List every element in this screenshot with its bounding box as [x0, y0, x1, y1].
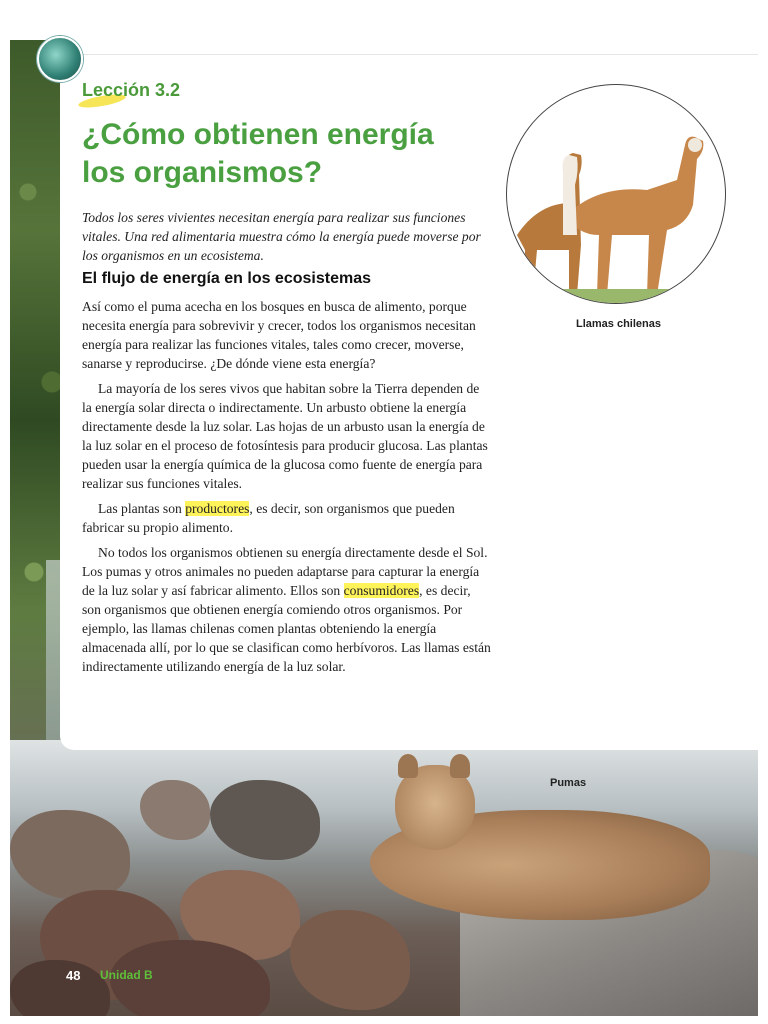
unit-label: Unidad B: [100, 968, 153, 982]
page-title: [82, 116, 502, 192]
paragraph-3-end: , es decir, son organismos que pueden fabricar su propio alimento.: [82, 501, 455, 535]
paragraph-3: [82, 499, 492, 537]
lesson-label: Lección 3.2: [82, 80, 181, 100]
section-heading: El flujo de energía en los ecosistemas: [82, 270, 371, 287]
lesson-badge-icon: [37, 36, 83, 82]
llama-illustration: [507, 85, 725, 303]
paragraph-4-end: , es decir, son organismos que obtienen energía comiendo otros organismos. Por ejemplo, las llamas chilenas comen plantas obteniendo la energía almacenada allí, por lo que se clasifican como herbívoros. Las llamas están indirectamente utilizando energía de la luz solar.: [82, 583, 491, 674]
term-productores: productores: [185, 501, 250, 516]
page-number: 48: [66, 968, 81, 983]
title-line-1: ¿Cómo obtienen energía: [82, 118, 434, 151]
caption-llamas: Llamas chilenas: [576, 318, 661, 330]
caption-pumas: Pumas: [550, 777, 587, 789]
paragraph-2: La mayoría de los seres vivos que habitan sobre la Tierra dependen de la energía solar directa o indirectamente. Un arbusto obtiene la energía directamente desde la luz solar. Las hojas de un arbusto usan la energía de la luz solar en el proceso de fotosíntesis para producir glucosa. Las plantas pueden usar la energía química de la glucosa como fuente de energía para realizar sus funciones vitales.: [82, 381, 488, 491]
paragraph-4: [82, 543, 492, 676]
term-consumidores: consumidores: [343, 583, 420, 598]
title-line-2: los organismos?: [82, 156, 323, 189]
paragraph-3-start: Las plantas son: [98, 501, 186, 516]
paragraph-4-start: No todos los organismos obtienen su energía directamente desde el Sol. Los pumas y otros animales no pueden adaptarse para capturar la energía de la luz solar y así fabricar alimento. Ellos son: [82, 545, 488, 598]
paragraph-1: Así como el puma acecha en los bosques en busca de alimento, porque necesita energía para sobrevivir y crecer, todos los organismos necesitan energía para realizar las funciones vitales, tales como crecer, moverse, sanarse y reproducirse. ¿De dónde viene esta energía?: [82, 299, 476, 371]
intro-paragraph: Todos los seres vivientes necesitan energía para realizar sus funciones vitales. Una red alimentaria muestra cómo la energía puede moverse por los organismos en un ecosistema.: [82, 210, 481, 263]
top-rule: [60, 54, 758, 55]
body-text: [82, 297, 492, 682]
llama-photo: [506, 84, 726, 304]
